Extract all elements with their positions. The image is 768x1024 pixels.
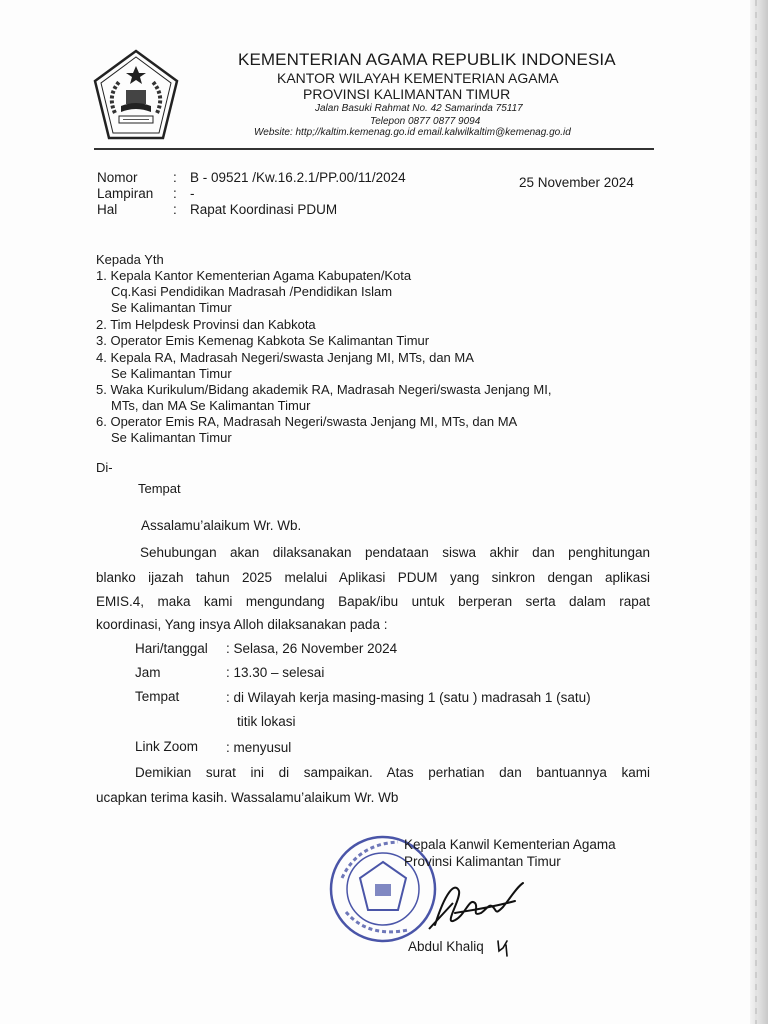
signatory-name: Abdul Khaliq — [408, 939, 484, 954]
lampiran-label: Lampiran — [97, 186, 154, 201]
hal-label: Hal — [97, 202, 118, 217]
hal-value: Rapat Koordinasi PDUM — [190, 202, 338, 217]
recipient-tempat: Tempat — [138, 481, 181, 496]
detail-value: titik lokasi — [237, 714, 296, 729]
recipient-line: 6. Operator Emis RA, Madrasah Negeri/swasta Jenjang MI, MTs, dan MA — [96, 414, 518, 429]
recipient-di: Di- — [96, 460, 113, 475]
recipient-line: Cq.Kasi Pendidikan Madrasah /Pendidikan Islam — [111, 284, 393, 299]
lampiran-sep: : — [173, 186, 177, 201]
signatory-title: Kepala Kanwil Kementerian Agama — [404, 837, 616, 852]
header-address: Jalan Basuki Rahmat No. 42 Samarinda 75117 — [315, 103, 523, 114]
recipient-line: 3. Operator Emis Kemenag Kabkota Se Kalimantan Timur — [96, 333, 430, 348]
handwritten-signature-icon — [425, 873, 535, 933]
detail-label: Tempat — [135, 689, 180, 704]
signatory-office: Provinsi Kalimantan Timur — [404, 854, 561, 869]
detail-value: : 13.30 – selesai — [226, 665, 325, 680]
recipient-line: 2. Tim Helpdesk Provinsi dan Kabkota — [96, 317, 316, 332]
recipient-line: Se Kalimantan Timur — [111, 430, 232, 445]
header-divider — [94, 148, 654, 150]
paper-edge — [750, 0, 768, 1024]
recipient-intro: Kepada Yth — [96, 252, 164, 267]
recipient-line: 5. Waka Kurikulum/Bidang akademik RA, Madrasah Negeri/swasta Jenjang MI, — [96, 382, 552, 397]
detail-label: Link Zoom — [135, 739, 199, 754]
kemenag-logo-icon — [93, 48, 179, 144]
recipient-line: Se Kalimantan Timur — [111, 366, 232, 381]
nomor-value: B - 09521 /Kw.16.2.1/PP.00/11/2024 — [190, 170, 406, 185]
detail-value: : di Wilayah kerja masing-masing 1 (satu ) madrasah 1 (satu) — [226, 690, 591, 705]
header-phone: Telepon 0877 0877 9094 — [370, 116, 481, 127]
closing-line: ucapkan terima kasih. Wassalamu’alaikum Wr. Wb — [96, 790, 399, 805]
detail-label: Hari/tanggal — [135, 641, 208, 656]
recipient-line: 1. Kepala Kantor Kementerian Agama Kabupaten/Kota — [96, 268, 412, 283]
paragraph-line: koordinasi, Yang insya Alloh dilaksanakan pada : — [96, 617, 388, 632]
nomor-sep: : — [173, 170, 177, 185]
closing-line: Demikian surat ini di sampaikan. Atas perhatian dan bantuannya kami — [135, 765, 650, 780]
letter-date: 25 November 2024 — [519, 175, 634, 190]
recipient-line: Se Kalimantan Timur — [111, 300, 232, 315]
hal-sep: : — [173, 202, 177, 217]
recipient-line: 4. Kepala RA, Madrasah Negeri/swasta Jenjang MI, MTs, dan MA — [96, 350, 474, 365]
greeting: Assalamu’alaikum Wr. Wb. — [141, 518, 302, 533]
detail-value: : menyusul — [226, 740, 292, 755]
paragraph-line: blanko ijazah tahun 2025 melalui Aplikasi PDUM yang sinkron dengan aplikasi — [96, 570, 650, 585]
header-ministry: KEMENTERIAN AGAMA REPUBLIK INDONESIA — [238, 50, 616, 69]
nomor-label: Nomor — [97, 170, 138, 185]
paragraph-line: EMIS.4, maka kami mengundang Bapak/ibu untuk berperan serta dalam rapat — [96, 594, 650, 609]
initials-mark-icon — [496, 939, 510, 957]
detail-value: : Selasa, 26 November 2024 — [226, 641, 398, 656]
header-province: PROVINSI KALIMANTAN TIMUR — [303, 86, 511, 102]
detail-label: Jam — [135, 665, 161, 680]
header-website: Website: http;//kaltim.kemenag.go.id email.kalwilkaltim@kemenag.go.id — [254, 127, 571, 138]
paragraph-line: Sehubungan akan dilaksanakan pendataan siswa akhir dan penghitungan — [140, 545, 650, 560]
recipient-line: MTs, dan MA Se Kalimantan Timur — [111, 398, 311, 413]
header-office: KANTOR WILAYAH KEMENTERIAN AGAMA — [277, 70, 559, 86]
lampiran-value: - — [190, 186, 195, 201]
